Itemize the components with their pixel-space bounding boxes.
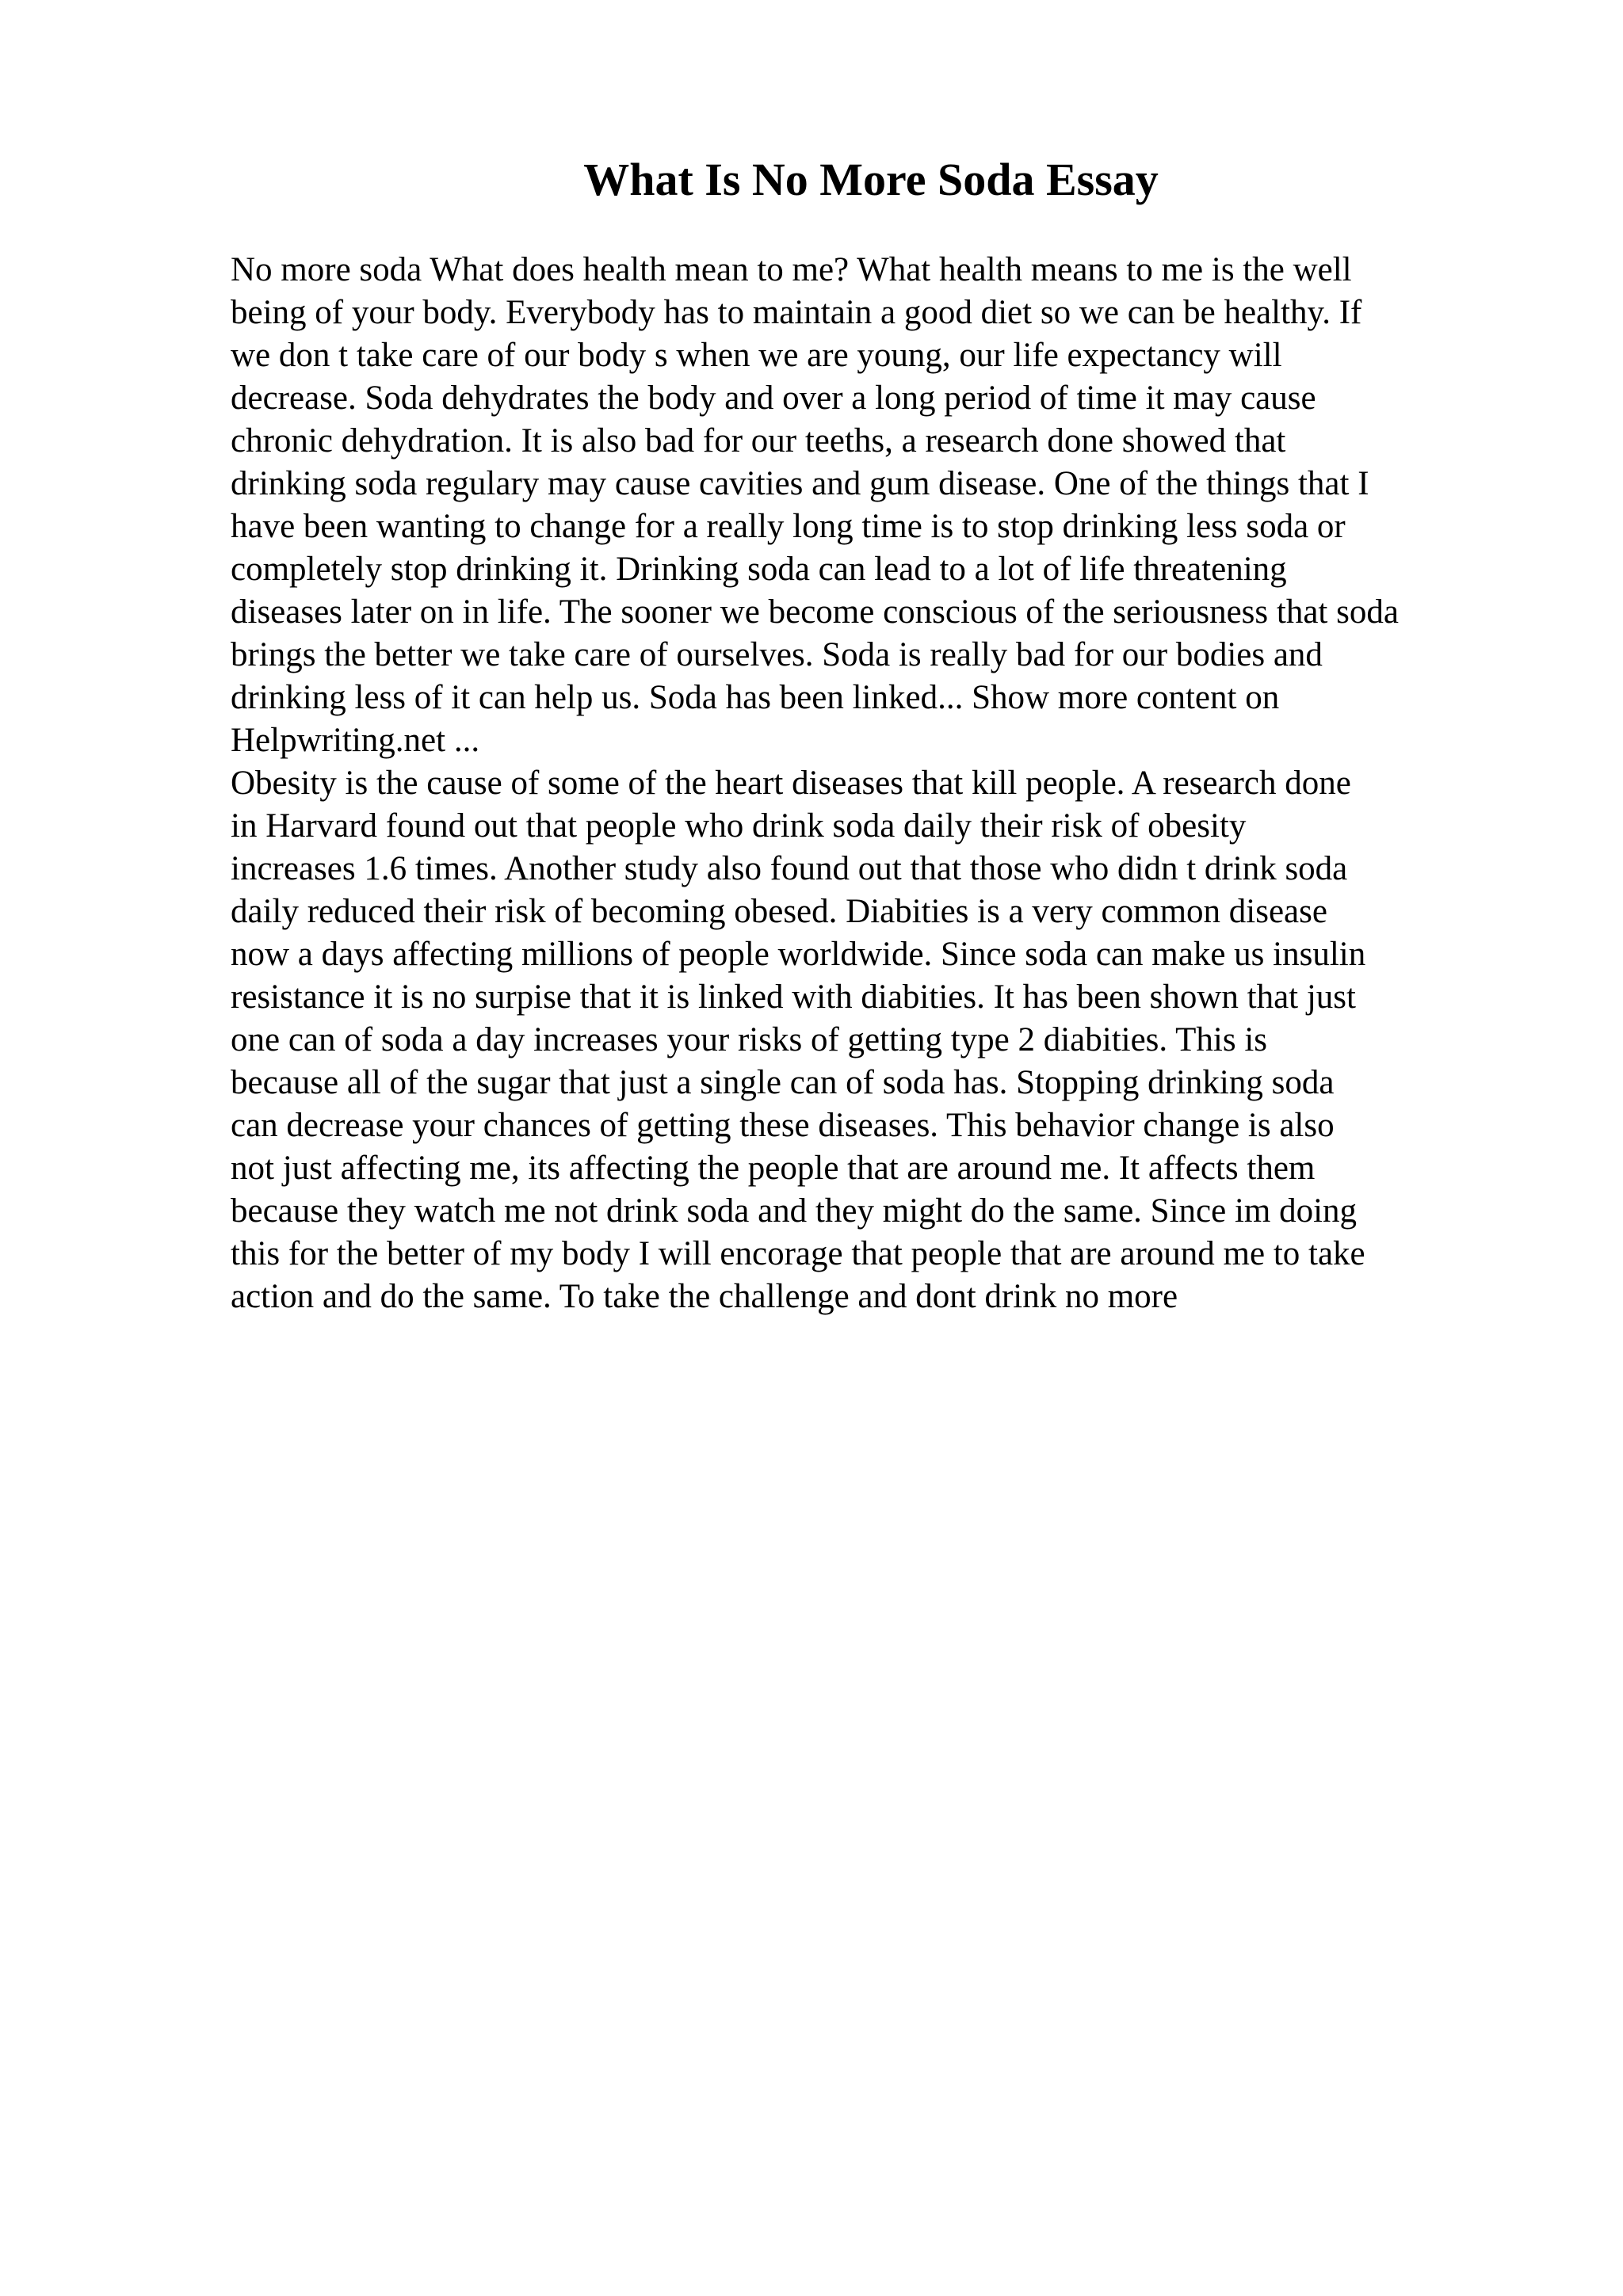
essay-line: now a days affecting millions of people worldwide. Since soda can make us insulin: [231, 936, 1366, 973]
essay-line: brings the better we take care of ourselves. Soda is really bad for our bodies and: [231, 636, 1323, 673]
essay-line: this for the better of my body I will encorage that people that are around me to take: [231, 1235, 1365, 1272]
essay-line: because all of the sugar that just a single can of soda has. Stopping drinking soda: [231, 1064, 1335, 1101]
essay-line: diseases later on in life. The sooner we become conscious of the seriousness that soda: [231, 593, 1399, 631]
essay-line: Helpwriting.net ...: [231, 722, 480, 759]
essay-line: not just affecting me, its affecting the people that are around me. It affects them: [231, 1150, 1316, 1187]
essay-line: drinking less of it can help us. Soda has been linked... Show more content on: [231, 679, 1280, 716]
essay-line: in Harvard found out that people who drink soda daily their risk of obesity: [231, 807, 1247, 845]
essay-line: drinking soda regulary may cause cavities and gum disease. One of the things that I: [231, 465, 1369, 502]
essay-line: one can of soda a day increases your risks of getting type 2 diabities. This is: [231, 1021, 1268, 1058]
essay-line: we don t take care of our body s when we are young, our life expectancy will: [231, 337, 1282, 374]
essay-line: decrease. Soda dehydrates the body and over a long period of time it may cause: [231, 379, 1316, 417]
essay-line: completely stop drinking it. Drinking soda can lead to a lot of life threatening: [231, 551, 1287, 588]
essay-line: being of your body. Everybody has to maintain a good diet so we can be healthy. If: [231, 294, 1362, 331]
essay-line: daily reduced their risk of becoming obesed. Diabities is a very common disease: [231, 893, 1327, 930]
essay-line: action and do the same. To take the challenge and dont drink no more: [231, 1278, 1178, 1315]
essay-line: can decrease your chances of getting these diseases. This behavior change is also: [231, 1107, 1335, 1144]
essay-line: No more soda What does health mean to me? What health means to me is the well: [231, 251, 1352, 288]
essay-body: [231, 249, 1499, 1318]
essay-line: resistance it is no surpise that it is linked with diabities. It has been shown that just: [231, 978, 1356, 1016]
document-title: What Is No More Soda Essay: [583, 154, 1159, 205]
essay-line: Obesity is the cause of some of the heart diseases that kill people. A research done: [231, 765, 1351, 802]
essay-line: increases 1.6 times. Another study also found out that those who didn t drink soda: [231, 850, 1348, 887]
essay-line: chronic dehydration. It is also bad for our teeths, a research done showed that: [231, 422, 1286, 460]
essay-line: have been wanting to change for a really long time is to stop drinking less soda or: [231, 508, 1346, 545]
essay-line: because they watch me not drink soda and they might do the same. Since im doing: [231, 1192, 1358, 1230]
